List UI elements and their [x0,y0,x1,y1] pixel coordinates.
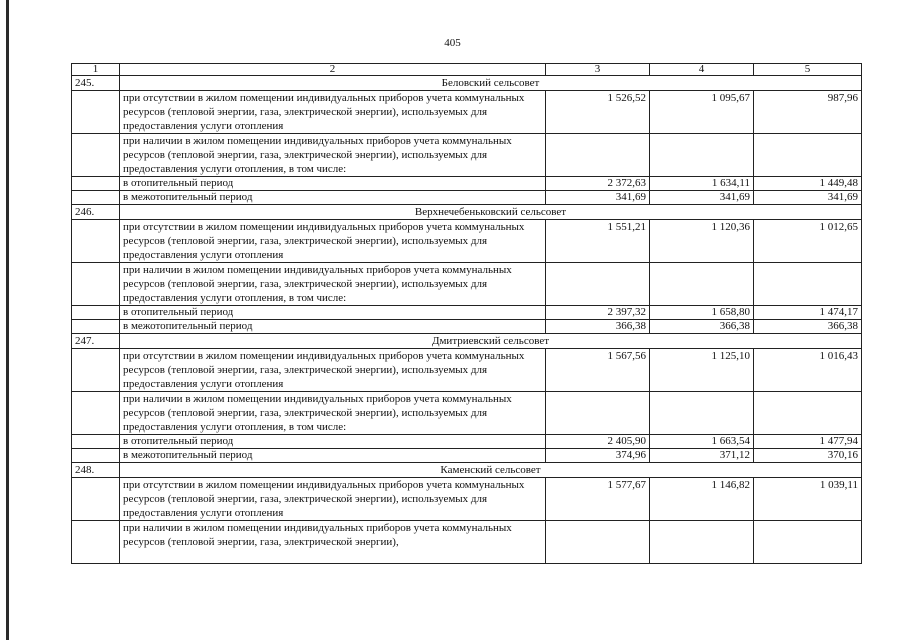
section-row [72,334,862,349]
tariff-table [71,63,862,564]
column-header: 4 [650,64,754,76]
row-number-cell [72,134,120,177]
section-name: Дмитриевский сельсовет [120,334,862,349]
value-col4: 1 120,36 [650,220,754,263]
value-col4: 1 146,82 [650,478,754,521]
value-col4: 1 658,80 [650,306,754,320]
value-col4: 1 125,10 [650,349,754,392]
row-description: при отсутствии в жилом помещении индивидуальных приборов учета коммунальных ресурсов (тепловой энергии, газа, электрической энергии), используемых для предоставления услуги отопления [120,478,546,521]
table-row [72,449,862,463]
column-header: 2 [120,64,546,76]
section-number: 246. [72,205,120,220]
value-col3: 1 567,56 [546,349,650,392]
value-col5: 366,38 [754,320,862,334]
value-col3: 374,96 [546,449,650,463]
row-number-cell [72,91,120,134]
column-header-row [72,64,862,76]
value-col5: 1 449,48 [754,177,862,191]
row-description: в отопительный период [120,306,546,320]
row-number-cell [72,478,120,521]
column-header: 5 [754,64,862,76]
section-name: Каменский сельсовет [120,463,862,478]
value-col4 [650,134,754,177]
value-col3 [546,134,650,177]
section-number: 248. [72,463,120,478]
row-number-cell [72,306,120,320]
value-col5: 1 039,11 [754,478,862,521]
column-header: 3 [546,64,650,76]
value-col5: 1 474,17 [754,306,862,320]
row-number-cell [72,320,120,334]
row-description: при наличии в жилом помещении индивидуальных приборов учета коммунальных ресурсов (тепловой энергии, газа, электрической энергии), используемых для предоставления услуги отопления, в том числе: [120,392,546,435]
section-name: Верхнечебеньковский сельсовет [120,205,862,220]
value-col4: 1 095,67 [650,91,754,134]
value-col3 [546,521,650,564]
value-col3: 366,38 [546,320,650,334]
value-col5 [754,521,862,564]
row-description: при наличии в жилом помещении индивидуальных приборов учета коммунальных ресурсов (тепловой энергии, газа, электрической энергии), используемых для предоставления услуги отопления, в том числе: [120,134,546,177]
value-col5: 1 012,65 [754,220,862,263]
value-col4 [650,263,754,306]
row-number-cell [72,191,120,205]
table-row [72,263,862,306]
table-row [72,91,862,134]
row-number-cell [72,435,120,449]
table-row [72,220,862,263]
value-col4 [650,392,754,435]
value-col5: 987,96 [754,91,862,134]
value-col3 [546,392,650,435]
table-row [72,320,862,334]
row-description: при отсутствии в жилом помещении индивидуальных приборов учета коммунальных ресурсов (тепловой энергии, газа, электрической энергии), используемых для предоставления услуги отопления [120,220,546,263]
table-row [72,177,862,191]
value-col5: 1 016,43 [754,349,862,392]
value-col5 [754,263,862,306]
value-col5: 370,16 [754,449,862,463]
row-description: в межотопительный период [120,191,546,205]
value-col3: 2 397,32 [546,306,650,320]
table-row [72,521,862,564]
value-col5: 1 477,94 [754,435,862,449]
row-description: при наличии в жилом помещении индивидуальных приборов учета коммунальных ресурсов (тепловой энергии, газа, электрической энергии), [120,521,546,564]
row-number-cell [72,521,120,564]
value-col5 [754,392,862,435]
row-description: при отсутствии в жилом помещении индивидуальных приборов учета коммунальных ресурсов (тепловой энергии, газа, электрической энергии), используемых для предоставления услуги отопления [120,349,546,392]
row-number-cell [72,263,120,306]
value-col4: 341,69 [650,191,754,205]
table-row [72,349,862,392]
value-col3: 341,69 [546,191,650,205]
value-col3: 1 551,21 [546,220,650,263]
row-number-cell [72,220,120,263]
row-number-cell [72,177,120,191]
row-description: в межотопительный период [120,320,546,334]
scan-edge-bar [6,0,9,640]
section-row [72,205,862,220]
value-col3: 1 577,67 [546,478,650,521]
tariff-table-body [72,64,862,564]
section-row [72,76,862,91]
row-number-cell [72,449,120,463]
value-col3: 1 526,52 [546,91,650,134]
table-row [72,435,862,449]
value-col4 [650,521,754,564]
value-col4: 1 634,11 [650,177,754,191]
row-description: в отопительный период [120,435,546,449]
table-row [72,392,862,435]
section-number: 245. [72,76,120,91]
row-description: в отопительный период [120,177,546,191]
value-col4: 1 663,54 [650,435,754,449]
row-description: при наличии в жилом помещении индивидуальных приборов учета коммунальных ресурсов (тепловой энергии, газа, электрической энергии), используемых для предоставления услуги отопления, в том числе: [120,263,546,306]
table-row [72,478,862,521]
page-number: 405 [444,37,461,49]
table-row [72,306,862,320]
table-row [72,134,862,177]
value-col5: 341,69 [754,191,862,205]
value-col3 [546,263,650,306]
row-description: в межотопительный период [120,449,546,463]
section-row [72,463,862,478]
value-col3: 2 405,90 [546,435,650,449]
value-col4: 371,12 [650,449,754,463]
row-number-cell [72,349,120,392]
table-row [72,191,862,205]
row-description: при отсутствии в жилом помещении индивидуальных приборов учета коммунальных ресурсов (тепловой энергии, газа, электрической энергии), используемых для предоставления услуги отопления [120,91,546,134]
value-col3: 2 372,63 [546,177,650,191]
value-col4: 366,38 [650,320,754,334]
section-number: 247. [72,334,120,349]
column-header: 1 [72,64,120,76]
row-number-cell [72,392,120,435]
value-col5 [754,134,862,177]
section-name: Беловский сельсовет [120,76,862,91]
